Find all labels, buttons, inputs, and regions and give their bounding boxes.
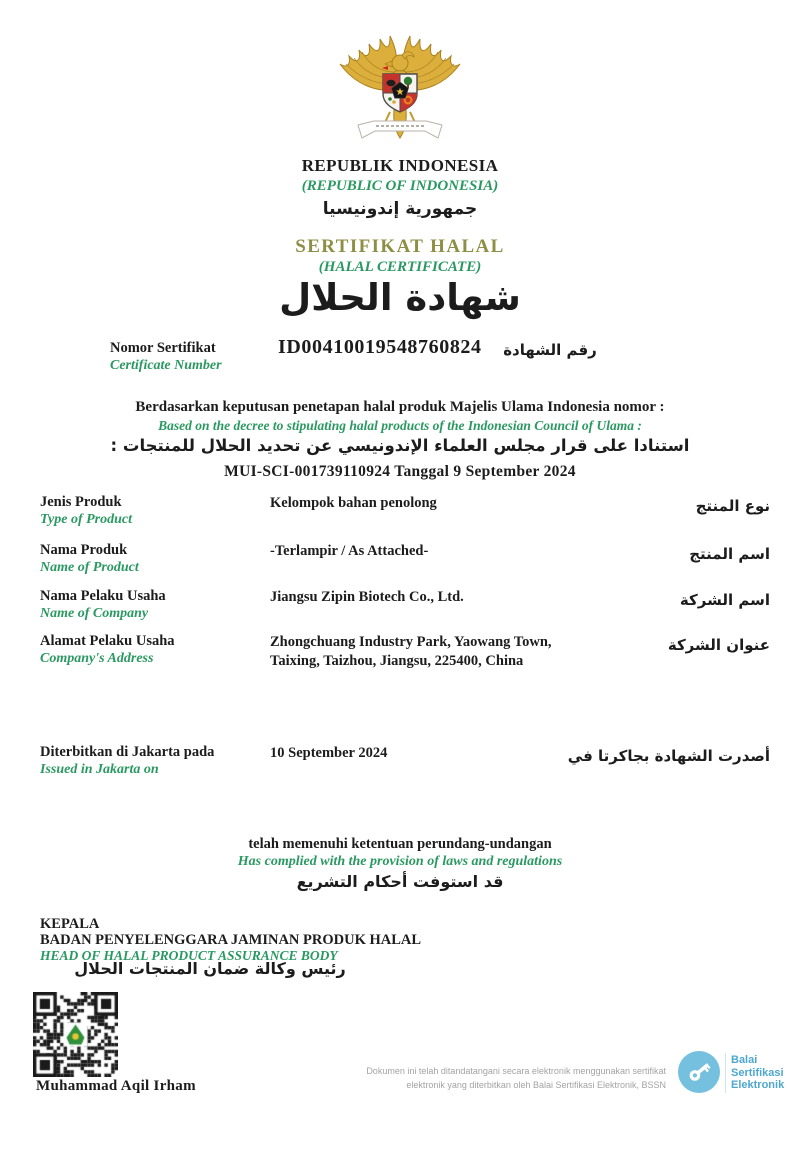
field-row-company-name [0, 588, 800, 621]
field-value-company-name: Jiangsu Zipin Biotech Co., Ltd. [270, 589, 464, 605]
field-value-product-type: Kelompok bahan penolong [270, 495, 437, 511]
field-row-product-type [0, 494, 800, 527]
field-label-en: Issued in Jakarta on [40, 762, 159, 777]
field-value-product-name: -Terlampir / As Attached- [270, 543, 429, 559]
certificate-number-value: ID00410019548760824 [278, 336, 482, 358]
field-label-en: Name of Product [40, 560, 139, 575]
electronic-certificate-key-icon [678, 1051, 720, 1093]
decree-text-id: Berdasarkan keputusan penetapan halal produk Majelis Ulama Indonesia nomor : [135, 399, 665, 415]
disclaimer-line1: Dokumen ini telah ditandatangani secara elektronik menggunakan sertifikat [366, 1066, 666, 1076]
signatory-title-en: HEAD OF HALAL PRODUCT ASSURANCE BODY [40, 948, 338, 963]
country-title-id: REPUBLIK INDONESIA [301, 156, 499, 175]
garuda-pancasila-emblem-icon [330, 28, 470, 148]
country-title-en: (REPUBLIC OF INDONESIA) [301, 178, 499, 194]
field-label-ar: اسم المنتج [689, 545, 770, 563]
signatory-title-block [40, 916, 421, 964]
field-label-ar: أصدرت الشهادة بجاكرتا في [567, 747, 770, 765]
field-label-id: Jenis Produk [40, 494, 122, 510]
bse-logo-text: Balai Sertifikasi Elektronik [731, 1054, 785, 1091]
certificate-number-label [110, 340, 222, 374]
field-row-company-address [0, 633, 800, 669]
certificate-number-label-id: Nomor Sertifikat [110, 340, 216, 356]
field-label-id: Diterbitkan di Jakarta pada [40, 744, 215, 760]
decree-text-ar: استنادا على قرار مجلس العلماء الإندونيسي عن تحديد الحلال للمنتجات : [110, 436, 690, 455]
field-label-id: Nama Pelaku Usaha [40, 588, 166, 604]
compliance-text-en: Has complied with the provision of laws and regulations [237, 854, 563, 869]
disclaimer-line2: elektronik yang diterbitkan oleh Balai Sertifikasi Elektronik, BSSN [406, 1080, 666, 1090]
field-label-en: Type of Product [40, 512, 133, 527]
certificate-number-label-en: Certificate Number [110, 358, 222, 373]
qr-code-icon [33, 992, 118, 1077]
field-row-issue-date [0, 744, 800, 777]
field-label-en: Company's Address [40, 651, 154, 666]
decree-text-en: Based on the decree to stipulating halal products of the Indonesian Council of Ulama : [158, 418, 642, 433]
field-label-id: Alamat Pelaku Usaha [40, 633, 175, 649]
country-title-ar: جمهورية إندونيسيا [322, 199, 478, 219]
electronic-signature-disclaimer [366, 1064, 666, 1092]
logo-divider [725, 1053, 726, 1093]
field-label-ar: نوع المنتج [695, 497, 770, 515]
svg-text:★: ★ [395, 87, 405, 98]
certificate-title-en: (HALAL CERTIFICATE) [318, 259, 482, 275]
field-value-company-address: Zhongchuang Industry Park, Yaowang Town, Taixing, Taizhou, Jiangsu, 225400, China [270, 634, 552, 669]
decree-reference-number: MUI-SCI-001739110924 Tanggal 9 September 2024 [224, 463, 576, 480]
field-label-en: Name of Company [40, 606, 149, 621]
certificate-number-label-ar: رقم الشهادة [503, 341, 597, 359]
field-label-ar: عنوان الشركة [667, 636, 770, 654]
signatory-title-line2: BADAN PENYELENGGARA JAMINAN PRODUK HALAL [40, 932, 422, 948]
compliance-text-ar: قد استوفت أحكام التشريع [296, 872, 504, 891]
signatory-title-ar: رئيس وكالة ضمان المنتجات الحلال [74, 959, 346, 978]
certificate-title-id: SERTIFIKAT HALAL [295, 236, 505, 257]
compliance-text-id: telah memenuhi ketentuan perundang-undangan [248, 836, 552, 852]
balai-sertifikasi-elektronik-logo [678, 1051, 796, 1097]
signatory-name: Muhammad Aqil Irham [36, 1078, 196, 1094]
certificate-title-ar: شهادة الحلال [279, 276, 521, 319]
field-label-id: Nama Produk [40, 542, 128, 558]
signatory-title-line1: KEPALA [40, 916, 100, 932]
field-label-ar: اسم الشركة [679, 591, 770, 609]
field-row-product-name [0, 542, 800, 575]
field-value-issue-date: 10 September 2024 [270, 745, 388, 761]
